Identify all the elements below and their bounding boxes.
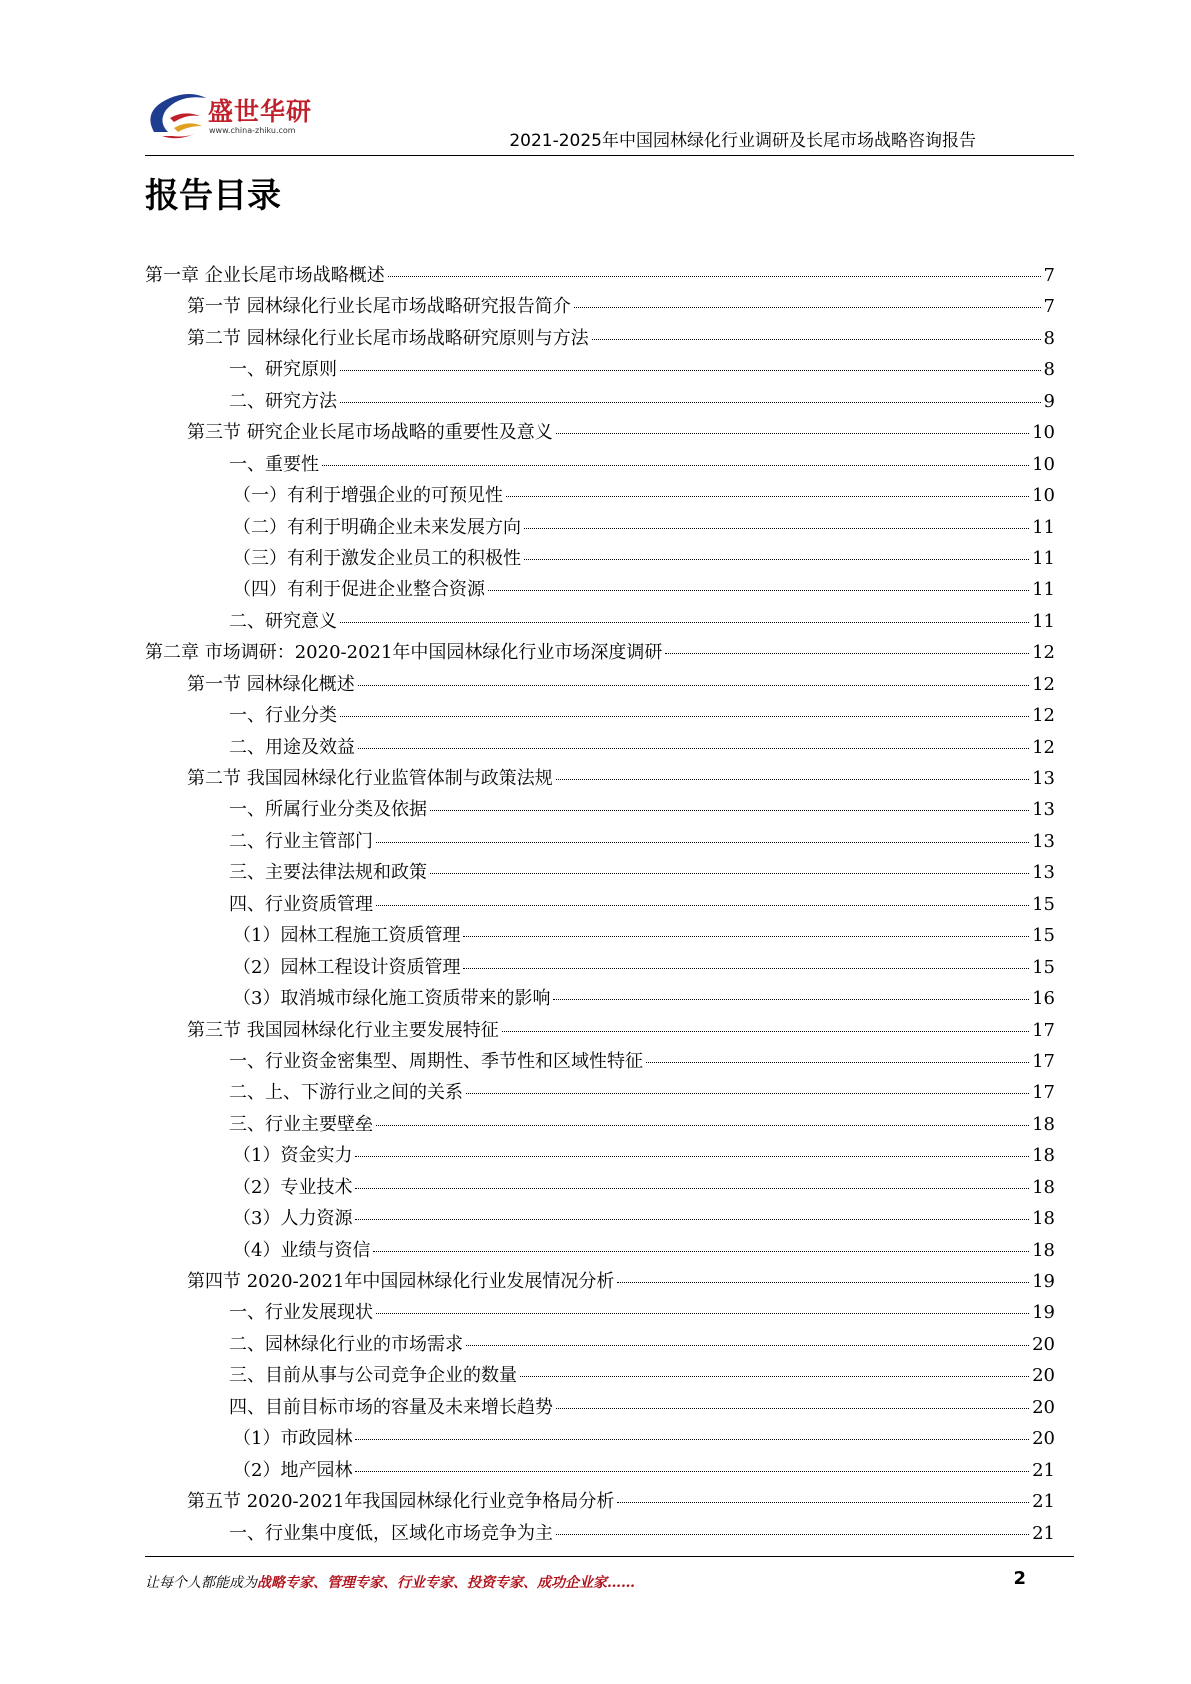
toc-leader-dots — [524, 508, 1029, 529]
toc-entry-page: 18 — [1032, 1239, 1055, 1261]
toc-entry-label: （3）取消城市绿化施工资质带来的影响 — [233, 988, 551, 1010]
toc-entry-label: 第三节 研究企业长尾市场战略的重要性及意义 — [187, 422, 553, 444]
toc-leader-dots — [488, 570, 1029, 591]
toc-entry-label: 三、主要法律法规和政策 — [229, 862, 427, 884]
toc-entry-page: 11 — [1032, 610, 1055, 632]
toc-entry-label: 一、研究原则 — [229, 359, 337, 381]
slogan-prefix: 让每个人都能成为 — [145, 1575, 257, 1591]
toc-leader-dots — [430, 853, 1029, 874]
toc-entry-label: 二、研究方法 — [229, 390, 337, 412]
toc-entry-label: 第二节 我国园林绿化行业监管体制与政策法规 — [187, 768, 553, 789]
toc-entry-label: 三、行业主要壁垒 — [229, 1113, 373, 1135]
toc-entry-page: 18 — [1032, 1208, 1055, 1230]
toc-entry-label: 二、园林绿化行业的市场需求 — [229, 1333, 463, 1355]
toc-leader-dots — [376, 885, 1029, 906]
toc-leader-dots — [617, 1262, 1029, 1283]
toc-entry-page: 7 — [1043, 265, 1055, 286]
toc-leader-dots — [355, 1136, 1029, 1157]
toc-entry-page: 21 — [1032, 1491, 1055, 1513]
toc-leader-dots — [463, 948, 1029, 969]
header-divider — [145, 155, 1074, 156]
toc-entry-page: 19 — [1032, 1271, 1055, 1292]
toc-entry-page: 17 — [1032, 1082, 1055, 1104]
toc-entry-page: 18 — [1032, 1113, 1055, 1135]
toc-entry-page: 7 — [1043, 296, 1055, 318]
toc-entry-label: 四、行业资质管理 — [229, 893, 373, 915]
toc-entry-label: （1）资金实力 — [233, 1145, 353, 1167]
toc-entry-label: 二、研究意义 — [229, 610, 337, 632]
toc-entry-label: 二、上、下游行业之间的关系 — [229, 1082, 463, 1104]
toc-entry-label: （4）业绩与资信 — [233, 1239, 371, 1261]
toc-entry-page: 13 — [1032, 862, 1055, 884]
toc-leader-dots — [463, 916, 1029, 937]
page-title: 报告目录 — [145, 176, 281, 216]
toc-leader-dots — [355, 1419, 1029, 1440]
toc-leader-dots — [592, 319, 1041, 340]
toc-entry-page: 10 — [1032, 453, 1055, 475]
toc-entry-page: 10 — [1032, 422, 1055, 444]
toc-entry-page: 19 — [1032, 1302, 1055, 1324]
toc-entry-label: （二）有利于明确企业未来发展方向 — [233, 516, 521, 538]
toc-leader-dots — [646, 1042, 1029, 1063]
toc-leader-dots — [617, 1482, 1029, 1503]
toc-entry-page: 20 — [1032, 1333, 1055, 1355]
toc-entry-page: 17 — [1032, 1019, 1055, 1041]
toc-entry-label: 二、用途及效益 — [229, 736, 355, 758]
toc-entry-label: 一、行业集中度低，区域化市场竞争为主 — [229, 1522, 553, 1544]
toc-leader-dots — [556, 1388, 1029, 1409]
toc-entry-label: 第二章 市场调研：2020-2021年中国园林绿化行业市场深度调研 — [145, 642, 663, 664]
toc-entry-label: 一、行业分类 — [229, 705, 337, 727]
toc-entry-page: 10 — [1032, 485, 1055, 507]
toc-entry-label: （2）专业技术 — [233, 1176, 353, 1198]
toc-entry-label: （3）人力资源 — [233, 1208, 353, 1230]
toc-leader-dots — [502, 1011, 1029, 1032]
toc-entry-page: 8 — [1043, 359, 1055, 381]
toc-entry-label: （2）园林工程设计资质管理 — [233, 956, 461, 978]
toc-entry-page: 21 — [1032, 1459, 1055, 1481]
toc-leader-dots — [506, 476, 1029, 497]
toc-entry-page: 13 — [1032, 799, 1055, 821]
toc-entry-label: 四、目前目标市场的容量及未来增长趋势 — [229, 1396, 553, 1418]
toc-entry-label: （1）园林工程施工资质管理 — [233, 925, 461, 947]
toc-leader-dots — [466, 1325, 1029, 1346]
toc-entry-label: （三）有利于激发企业员工的积极性 — [233, 547, 521, 569]
toc-entry-page: 18 — [1032, 1145, 1055, 1167]
toc-entry-page: 11 — [1032, 579, 1055, 601]
toc-leader-dots — [355, 1168, 1029, 1189]
toc-entry-label: （2）地产园林 — [233, 1459, 353, 1481]
toc-entry-label: 一、行业发展现状 — [229, 1302, 373, 1324]
toc-entry-label: 第一节 园林绿化概述 — [187, 673, 355, 695]
toc-entry-page: 15 — [1032, 893, 1055, 915]
toc-entry-page: 12 — [1032, 705, 1055, 727]
toc-entry-label: 第一节 园林绿化行业长尾市场战略研究报告简介 — [187, 296, 571, 318]
toc-entry-label: 第五节 2020-2021年我国园林绿化行业竞争格局分析 — [187, 1491, 615, 1513]
report-title: 2021-2025年中国园林绿化行业调研及长尾市场战略咨询报告 — [509, 131, 976, 151]
toc-entry-label: 一、行业资金密集型、周期性、季节性和区域性特征 — [229, 1050, 643, 1072]
brand-name: 盛世华研 — [208, 97, 313, 126]
table-of-contents — [145, 260, 1055, 1549]
toc-leader-dots — [340, 382, 1041, 403]
toc-entry-label: 第四节 2020-2021年中国园林绿化行业发展情况分析 — [187, 1271, 615, 1292]
brand-url: www.china-zhiku.com — [209, 126, 296, 135]
toc-leader-dots — [358, 665, 1029, 686]
slogan-highlight: 战略专家、管理专家、行业专家、投资专家、成功企业家…… — [257, 1575, 635, 1591]
toc-entry-label: 第二节 园林绿化行业长尾市场战略研究原则与方法 — [187, 327, 589, 349]
toc-leader-dots — [556, 759, 1029, 780]
toc-leader-dots — [376, 1105, 1029, 1126]
toc-entry-label: （一）有利于增强企业的可预见性 — [233, 485, 503, 507]
toc-entry-page: 13 — [1032, 768, 1055, 789]
toc-leader-dots — [574, 287, 1041, 308]
toc-entry-page: 15 — [1032, 956, 1055, 978]
toc-entry-page: 20 — [1032, 1428, 1055, 1450]
toc-leader-dots — [466, 1073, 1029, 1094]
toc-entry-label: （1）市政园林 — [233, 1428, 353, 1450]
footer-divider — [145, 1556, 1074, 1557]
toc-entry-page: 12 — [1032, 673, 1055, 695]
page-number: 2 — [1013, 1568, 1026, 1589]
toc-entry-page: 16 — [1032, 988, 1055, 1010]
toc-leader-dots — [524, 539, 1029, 560]
toc-entry-page: 12 — [1032, 736, 1055, 758]
toc-leader-dots — [322, 445, 1029, 466]
toc-leader-dots — [340, 602, 1029, 623]
toc-entry-page: 20 — [1032, 1365, 1055, 1387]
toc-entry-page: 20 — [1032, 1396, 1055, 1418]
toc-leader-dots — [355, 1199, 1029, 1220]
toc-entry[interactable] — [145, 1518, 1055, 1549]
toc-leader-dots — [358, 728, 1029, 749]
toc-entry-label: 三、目前从事与公司竞争企业的数量 — [229, 1365, 517, 1387]
toc-entry-page: 11 — [1032, 547, 1055, 569]
toc-leader-dots — [665, 633, 1029, 654]
toc-leader-dots — [373, 1231, 1029, 1252]
toc-entry-label: 第三节 我国园林绿化行业主要发展特征 — [187, 1019, 499, 1041]
toc-entry-page: 8 — [1043, 327, 1055, 349]
toc-leader-dots — [340, 696, 1029, 717]
toc-leader-dots — [556, 1514, 1029, 1535]
toc-entry-page: 15 — [1032, 925, 1055, 947]
toc-leader-dots — [430, 790, 1029, 811]
toc-leader-dots — [355, 1451, 1029, 1472]
toc-entry-page: 21 — [1032, 1522, 1055, 1544]
toc-leader-dots — [553, 979, 1029, 1000]
toc-entry-page: 13 — [1032, 830, 1055, 852]
footer-slogan — [145, 1572, 635, 1592]
toc-leader-dots — [388, 256, 1041, 277]
toc-leader-dots — [520, 1356, 1029, 1377]
toc-entry-page: 9 — [1043, 390, 1055, 412]
toc-entry-page: 18 — [1032, 1176, 1055, 1198]
toc-entry-page: 17 — [1032, 1050, 1055, 1072]
toc-leader-dots — [556, 413, 1029, 434]
toc-entry-label: 一、所属行业分类及依据 — [229, 799, 427, 821]
toc-entry-label: （四）有利于促进企业整合资源 — [233, 579, 485, 601]
toc-entry-page: 11 — [1032, 516, 1055, 538]
toc-entry-label: 第一章 企业长尾市场战略概述 — [145, 265, 385, 286]
toc-entry-page: 12 — [1032, 642, 1055, 664]
toc-leader-dots — [340, 350, 1041, 371]
toc-entry-label: 二、行业主管部门 — [229, 830, 373, 852]
toc-leader-dots — [376, 1293, 1029, 1314]
toc-entry-label: 一、重要性 — [229, 453, 319, 475]
toc-leader-dots — [376, 822, 1029, 843]
